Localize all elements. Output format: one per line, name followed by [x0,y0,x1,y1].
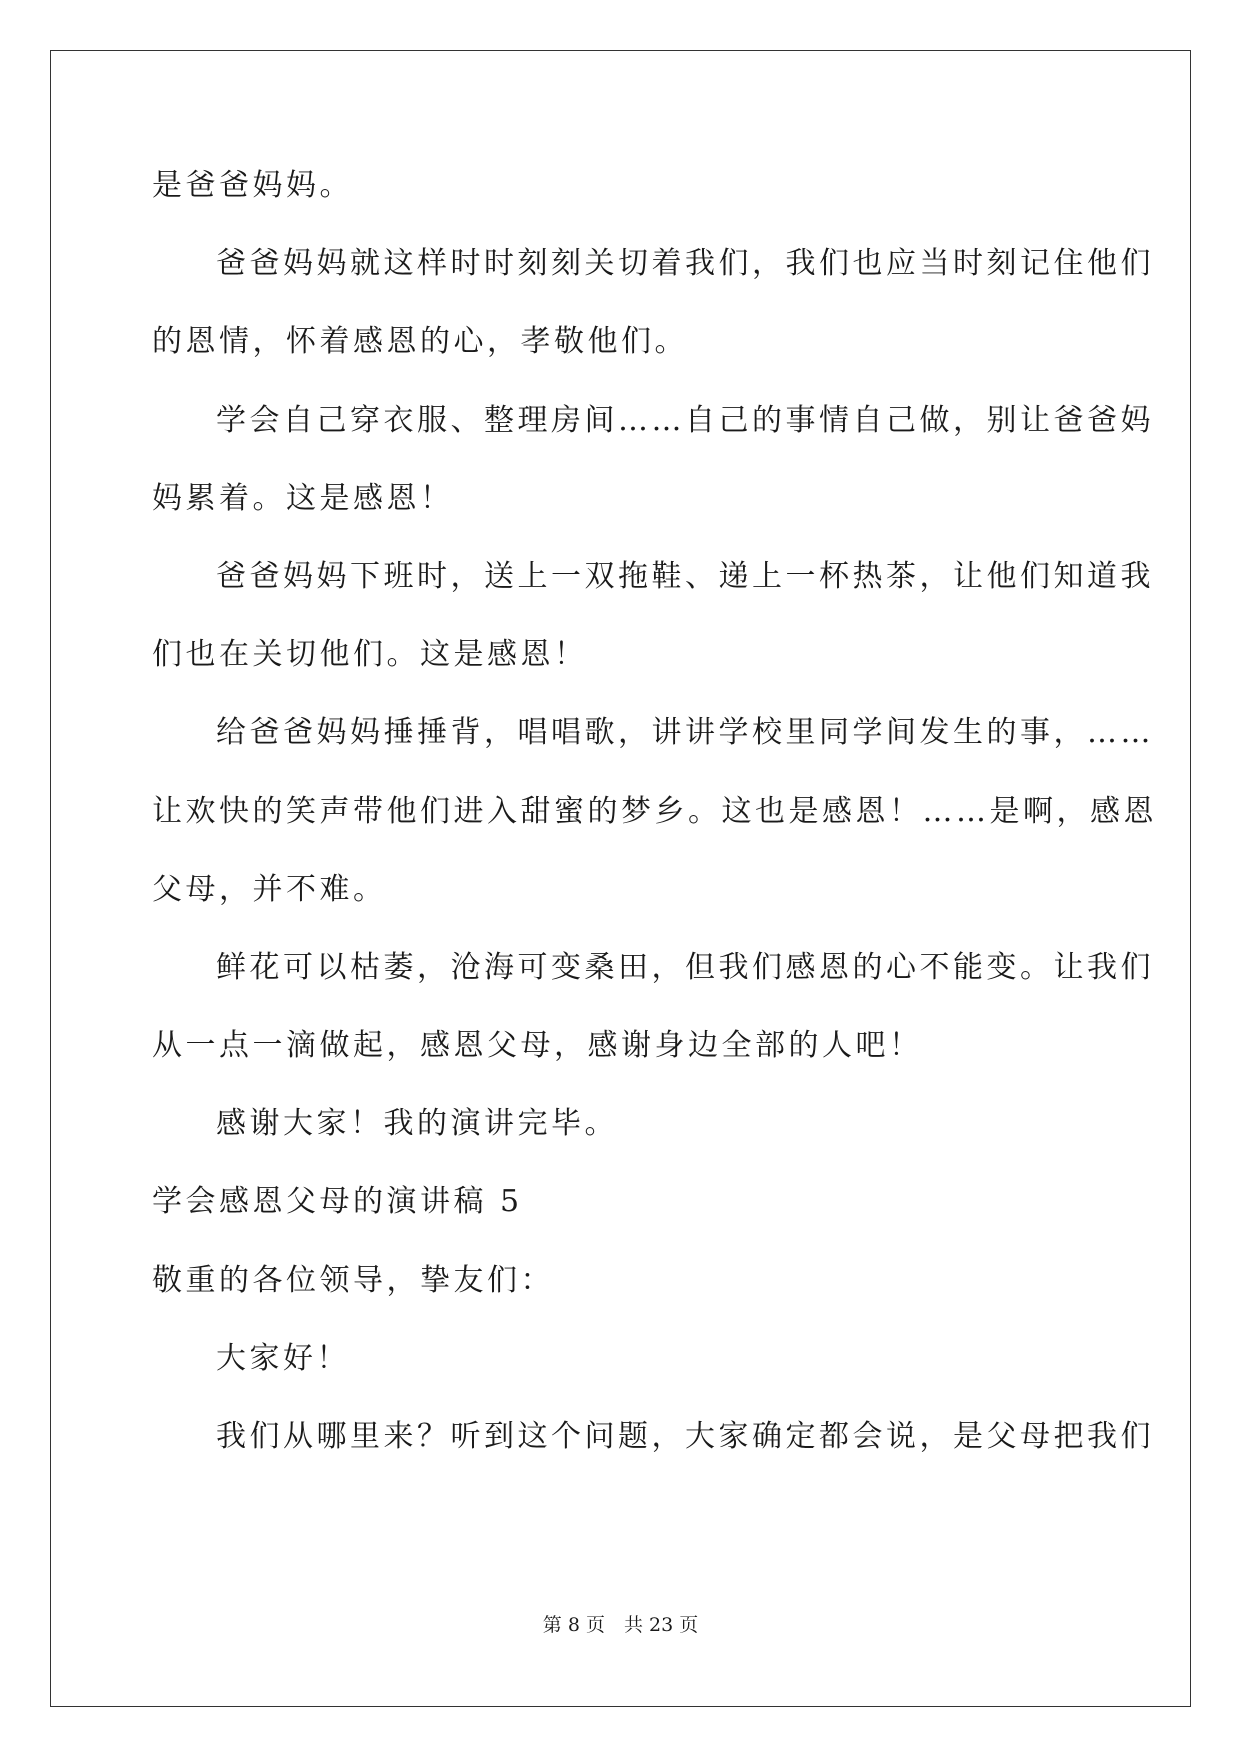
text-line-1: 是爸爸妈妈。 [152,168,353,203]
text-line-7: 们也在关切他们。这是感恩！ [152,637,588,673]
text-line-9: 让欢快的笑声带他们进入甜蜜的梦乡。这也是感恩！……是啊，感恩 [152,793,1157,829]
text-line-6: 爸爸妈妈下班时，送上一双拖鞋、递上一杯热茶，让他们知道我 [216,558,1154,594]
text-line-11: 鲜花可以枯萎，沧海可变桑田，但我们感恩的心不能变。让我们 [216,949,1154,985]
section-heading: 学会感恩父母的演讲稿 5 [152,1184,523,1220]
text-line-12: 从一点一滴做起，感恩父母，感谢身边全部的人吧！ [152,1028,923,1064]
text-line-5: 妈累着。这是感恩！ [152,480,454,516]
text-line-2: 爸爸妈妈就这样时时刻刻关切着我们，我们也应当时刻记住他们 [216,246,1154,282]
text-line-13: 感谢大家！我的演讲完毕。 [216,1106,618,1142]
greeting: 大家好！ [216,1340,350,1376]
text-line-10: 父母，并不难。 [152,871,387,907]
text-line-17: 我们从哪里来？听到这个问题，大家确定都会说，是父母把我们 [216,1419,1154,1454]
page-footer: 第 8 页 共 23 页 [542,1614,699,1636]
salutation: 敬重的各位领导，挚友们： [152,1262,554,1298]
document-body [152,168,1157,1497]
text-line-8: 给爸爸妈妈捶捶背，唱唱歌，讲讲学校里同学间发生的事，…… [216,715,1154,751]
text-line-3: 的恩情，怀着感恩的心，孝敬他们。 [152,324,688,360]
text-line-4: 学会自己穿衣服、整理房间……自己的事情自己做，别让爸爸妈 [216,402,1154,438]
